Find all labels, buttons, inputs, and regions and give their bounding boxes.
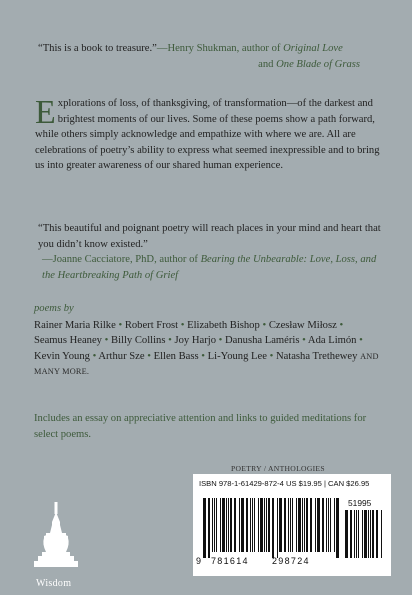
poet-separator: •	[269, 350, 274, 362]
barcode-bar	[364, 510, 367, 558]
barcode-bar	[268, 498, 270, 552]
publisher-name: Wisdom	[36, 578, 72, 589]
category-label: POETRY / ANTHOLOGIES	[231, 464, 325, 473]
isbn-barcode	[203, 498, 341, 558]
barcode-panel	[193, 474, 391, 576]
poet-separator: •	[147, 350, 151, 362]
poet-separator: •	[302, 335, 306, 347]
barcode-bar	[203, 498, 206, 558]
quote2-attribution-prefix: —Joanne Cacciatore, PhD, author of	[42, 254, 201, 265]
barcode-bar	[284, 498, 286, 552]
barcode-bar	[212, 498, 213, 552]
barcode-bar	[322, 498, 324, 552]
quote1-connector: and	[258, 58, 277, 70]
barcode-bar	[296, 498, 297, 552]
barcode-bar	[315, 498, 316, 552]
barcode-bar	[246, 498, 248, 552]
poet-separator: •	[104, 335, 109, 347]
quote-joanne-cacciatore	[38, 221, 383, 283]
barcode-bar	[252, 498, 253, 552]
barcode-bar	[345, 510, 348, 558]
poems-by-label: poems by	[34, 303, 74, 314]
poet-name: Arthur Sze	[98, 350, 145, 362]
barcode-bar	[304, 498, 305, 552]
quote1-attribution: —Henry Shukman, author of	[156, 43, 284, 54]
barcode-bar	[239, 498, 240, 552]
barcode-bar	[362, 510, 363, 558]
quote2-text: “This beautiful and poignant poetry will reach places in your mind and heart that you didn’t know existed.”	[38, 223, 381, 250]
barcode-bar	[277, 498, 278, 558]
barcode-bar	[214, 498, 215, 552]
barcode-bar	[306, 498, 308, 552]
poet-name: Ellen Bass	[153, 350, 199, 362]
poet-name: Kevin Young	[34, 350, 90, 362]
poet-name: Robert Frost	[124, 319, 179, 331]
barcode-bar	[317, 498, 320, 552]
intro-paragraph	[35, 96, 381, 174]
barcode-bar	[241, 498, 244, 552]
poet-name: Czesław Miłosz	[268, 319, 337, 331]
intro-text: xplorations of loss, of thanksgiving, of transformation—of the darkest and brightest moments of our lives. Some of these poems show a path forward, while others simply acknowledge and empathize with where we are. All are celebrations of poetry’s ability to express what seemed inexpressible and to bring us into greater awareness of our shared human experience.	[35, 98, 380, 171]
barcode-bar	[358, 510, 359, 558]
barcode-bar	[298, 498, 301, 552]
poet-separator: •	[180, 319, 185, 331]
wisdom-stupa-logo-icon	[32, 500, 80, 590]
poet-separator: •	[201, 350, 205, 362]
barcode-bar	[250, 498, 251, 552]
poet-name: Rainer Maria Rilke	[34, 319, 116, 331]
barcode-bar	[230, 498, 232, 552]
poet-separator: •	[218, 335, 223, 347]
poet-separator: •	[262, 319, 267, 331]
barcode-bar	[372, 510, 374, 558]
barcode-bar	[216, 498, 217, 552]
quote1-title1: Original Love	[283, 43, 343, 54]
barcode-bar	[310, 498, 312, 552]
barcode-digit-first: 9	[196, 556, 202, 566]
barcode-bar	[254, 498, 255, 552]
barcode-bar	[292, 498, 293, 552]
barcode-bar	[368, 510, 369, 558]
and-many-more: AND MANY MORE.	[34, 351, 379, 377]
barcode-bar	[208, 498, 210, 558]
poet-name: Danusha Laméris	[225, 335, 300, 347]
barcode-bar	[328, 498, 329, 552]
barcode-bar	[288, 498, 289, 552]
barcode-bar	[220, 498, 221, 552]
poet-separator: •	[359, 335, 363, 347]
barcode-bar	[264, 498, 265, 552]
poet-name: Seamus Heaney	[34, 335, 102, 347]
barcode-bar	[222, 498, 225, 552]
isbn-price-line: ISBN 978-1-61429-872-4 US $19.95 | CAN $26.95	[199, 479, 370, 488]
poet-name: Billy Collins	[111, 335, 166, 347]
barcode-bar	[334, 498, 335, 552]
quote2-attribution	[38, 252, 383, 283]
barcode-bar	[266, 498, 267, 552]
poet-separator: •	[168, 335, 172, 347]
barcode-bar	[226, 498, 227, 552]
poet-separator: •	[92, 350, 97, 362]
barcode-bar	[330, 498, 331, 552]
poet-name: Elizabeth Bishop	[187, 319, 260, 331]
quote1-title2: One Blade of Grass	[276, 58, 360, 70]
quote1-line2	[38, 57, 378, 73]
barcode-digits-group2: 298724	[272, 556, 310, 566]
quote-henry-shukman	[38, 41, 378, 72]
barcode-bar	[381, 510, 382, 558]
poet-name: Joy Harjo	[174, 335, 216, 347]
barcode-bar	[260, 498, 263, 552]
quote2-book-title: Bearing the Unbearable: Love, Loss, and the Heartbreaking Path of Grief	[42, 254, 377, 281]
price-barcode	[345, 510, 385, 558]
barcode-bar	[370, 510, 371, 558]
barcode-bar	[336, 498, 339, 558]
barcode-bar	[376, 510, 378, 558]
barcode-bar	[354, 510, 355, 558]
barcode-bar	[279, 498, 282, 552]
barcode-bar	[350, 510, 352, 558]
barcode-bar	[228, 498, 229, 552]
poet-separator: •	[118, 319, 123, 331]
poems-by-section	[34, 301, 380, 380]
barcode-bar	[290, 498, 291, 552]
poet-name: Ada Limón	[307, 335, 357, 347]
essay-note: Includes an essay on appreciative attention and links to guided meditations for select poems.	[34, 413, 367, 440]
poet-separator: •	[339, 319, 344, 331]
barcode-bar	[356, 510, 357, 558]
poet-name: Natasha Trethewey	[275, 350, 358, 362]
barcode-bar	[258, 498, 259, 552]
barcode-bar	[326, 498, 327, 552]
drop-cap: E	[35, 94, 56, 131]
poet-list	[34, 318, 380, 380]
barcode-bar	[272, 498, 274, 558]
poet-name: Li-Young Lee	[207, 350, 267, 362]
barcode-digits-group1: 781614	[211, 556, 249, 566]
quote1-text: “This is a book to treasure.”	[38, 43, 157, 54]
barcode-bar	[234, 498, 236, 552]
barcode-bar	[302, 498, 303, 552]
price-code: 51995	[348, 498, 372, 508]
